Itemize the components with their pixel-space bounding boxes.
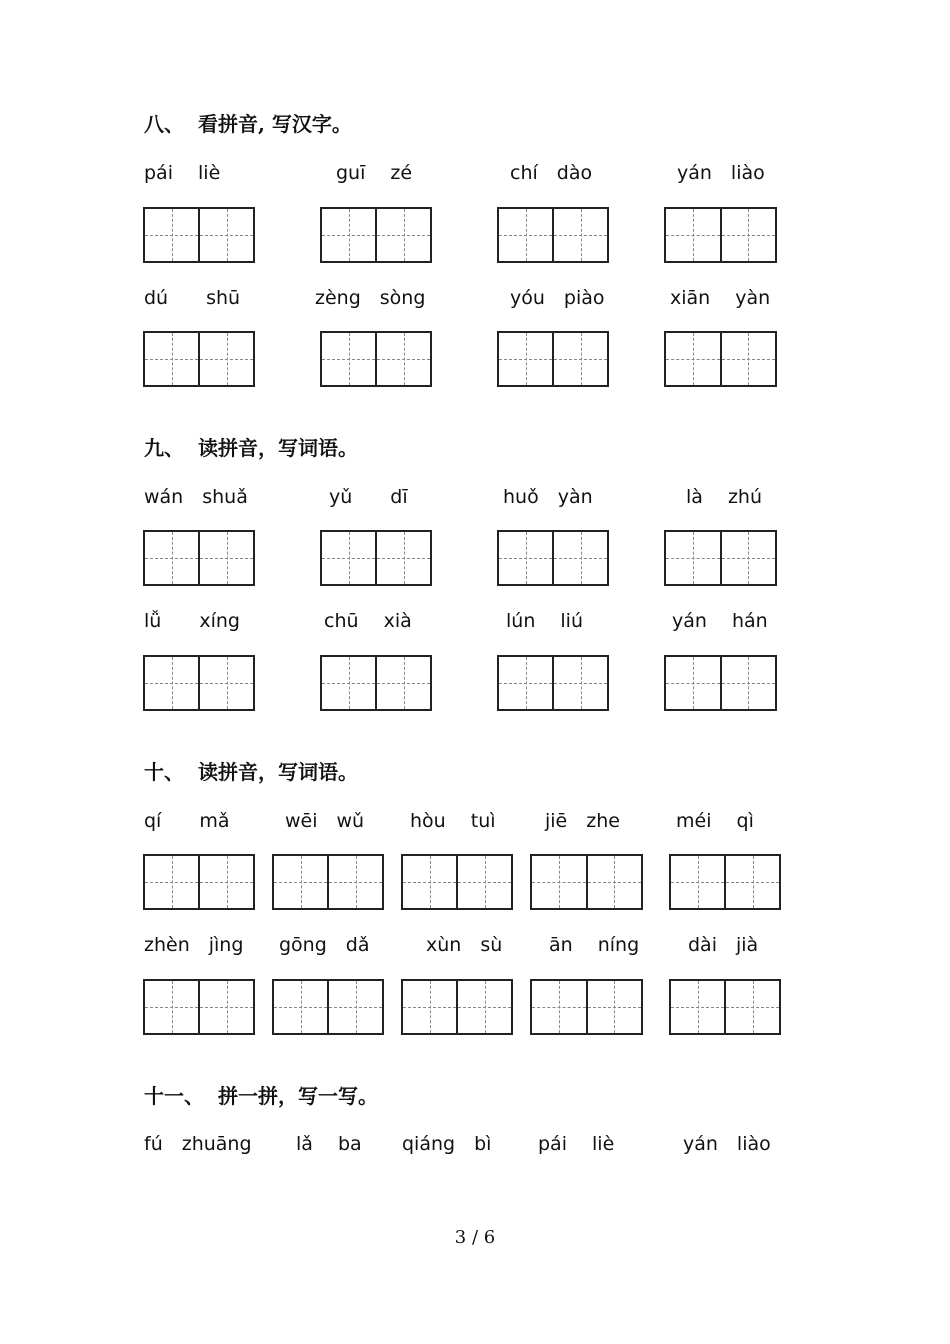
pinyin-prompt: chí dào (510, 162, 593, 184)
writing-cell[interactable] (274, 981, 327, 1033)
writing-cell[interactable] (145, 532, 198, 584)
writing-cell[interactable] (375, 657, 430, 709)
section-title: 读拼音，写词语。 (198, 436, 358, 460)
section-title: 拼一拼，写一写。 (218, 1084, 378, 1108)
writing-grid[interactable] (664, 207, 777, 263)
pinyin-prompt: yán liào (677, 162, 765, 184)
writing-cell[interactable] (666, 209, 720, 261)
writing-cell[interactable] (499, 532, 552, 584)
pinyin-prompt: pái liè (144, 162, 221, 184)
section-title: 看拼音, 写汉字。 (198, 112, 352, 136)
pinyin-prompt: hòu tuì (410, 810, 496, 832)
writing-cell[interactable] (532, 856, 586, 908)
writing-cell[interactable] (327, 981, 382, 1033)
pinyin-prompt: huǒ yàn (503, 486, 593, 508)
section-heading (144, 432, 358, 461)
section-number: 十、 (144, 760, 184, 784)
writing-grid[interactable] (497, 530, 609, 586)
writing-grid[interactable] (320, 207, 432, 263)
writing-grid[interactable] (143, 854, 255, 910)
writing-grid[interactable] (320, 530, 432, 586)
writing-cell[interactable] (322, 333, 375, 385)
writing-cell[interactable] (198, 657, 253, 709)
pinyin-prompt: zèng sòng (315, 287, 426, 309)
writing-cell[interactable] (671, 856, 724, 908)
writing-grid[interactable] (664, 655, 777, 711)
writing-cell[interactable] (720, 209, 776, 261)
pinyin-prompt: xiān yàn (670, 287, 771, 309)
writing-cell[interactable] (198, 856, 253, 908)
writing-grid[interactable] (143, 331, 255, 387)
pinyin-prompt: jiē zhe (545, 810, 620, 832)
writing-cell[interactable] (552, 657, 607, 709)
pinyin-prompt: yóu piào (510, 287, 605, 309)
writing-cell[interactable] (499, 333, 552, 385)
writing-cell[interactable] (145, 657, 198, 709)
writing-cell[interactable] (198, 532, 253, 584)
writing-grid[interactable] (143, 979, 255, 1035)
writing-cell[interactable] (375, 532, 430, 584)
pinyin-prompt: gōng dǎ (279, 934, 370, 956)
writing-grid[interactable] (143, 530, 255, 586)
writing-cell[interactable] (145, 981, 198, 1033)
pinyin-prompt: ān níng (549, 934, 640, 956)
pinyin-prompt: pái liè (538, 1133, 615, 1155)
writing-cell[interactable] (532, 981, 586, 1033)
writing-cell[interactable] (327, 856, 382, 908)
writing-cell[interactable] (724, 981, 779, 1033)
writing-cell[interactable] (586, 856, 642, 908)
writing-cell[interactable] (552, 333, 607, 385)
writing-cell[interactable] (198, 333, 253, 385)
writing-cell[interactable] (724, 856, 779, 908)
writing-cell[interactable] (552, 209, 607, 261)
pinyin-prompt: wán shuǎ (144, 486, 248, 508)
writing-grid[interactable] (530, 979, 643, 1035)
writing-grid[interactable] (669, 854, 781, 910)
writing-grid[interactable] (401, 854, 513, 910)
pinyin-prompt: zhèn jìng (144, 934, 244, 956)
pinyin-prompt: yán liào (683, 1133, 771, 1155)
pinyin-prompt: guī zé (336, 162, 413, 184)
section-heading (144, 108, 352, 137)
pinyin-prompt: dú shū (144, 287, 241, 309)
pinyin-prompt: lǚ xíng (144, 610, 240, 632)
writing-cell[interactable] (720, 333, 776, 385)
section-heading (144, 756, 358, 785)
writing-grid[interactable] (664, 331, 777, 387)
section-heading (144, 1080, 378, 1109)
writing-cell[interactable] (586, 981, 642, 1033)
writing-grid[interactable] (272, 854, 384, 910)
page-number: 3 / 6 (454, 1227, 496, 1248)
writing-grid[interactable] (530, 854, 643, 910)
writing-cell[interactable] (145, 333, 198, 385)
pinyin-prompt: méi qì (676, 810, 754, 832)
pinyin-prompt: xùn sù (426, 934, 503, 956)
writing-cell[interactable] (198, 981, 253, 1033)
writing-cell[interactable] (145, 209, 198, 261)
pinyin-prompt: dài jià (688, 934, 759, 956)
writing-grid[interactable] (320, 331, 432, 387)
writing-cell[interactable] (671, 981, 724, 1033)
writing-cell[interactable] (403, 856, 456, 908)
writing-cell[interactable] (403, 981, 456, 1033)
writing-cell[interactable] (666, 657, 720, 709)
pinyin-prompt: wēi wǔ (285, 810, 365, 832)
pinyin-prompt: qiáng bì (402, 1133, 492, 1155)
writing-grid[interactable] (143, 207, 255, 263)
writing-cell[interactable] (456, 856, 511, 908)
writing-cell[interactable] (720, 532, 776, 584)
writing-grid[interactable] (669, 979, 781, 1035)
pinyin-prompt: yán hán (672, 610, 768, 632)
writing-cell[interactable] (375, 333, 430, 385)
section-number: 九、 (144, 436, 184, 460)
section-number: 八、 (144, 112, 184, 136)
writing-cell[interactable] (456, 981, 511, 1033)
writing-cell[interactable] (499, 209, 552, 261)
writing-cell[interactable] (552, 532, 607, 584)
pinyin-prompt: qí mǎ (144, 810, 230, 832)
writing-grid[interactable] (320, 655, 432, 711)
writing-cell[interactable] (322, 657, 375, 709)
pinyin-prompt: yǔ dī (329, 486, 408, 508)
writing-grid[interactable] (497, 331, 609, 387)
writing-cell[interactable] (375, 209, 430, 261)
writing-cell[interactable] (274, 856, 327, 908)
writing-grid[interactable] (497, 655, 609, 711)
writing-cell[interactable] (198, 209, 253, 261)
writing-cell[interactable] (666, 532, 720, 584)
writing-cell[interactable] (322, 532, 375, 584)
pinyin-prompt: chū xià (324, 610, 412, 632)
pinyin-prompt: lǎ ba (296, 1133, 362, 1155)
writing-cell[interactable] (666, 333, 720, 385)
writing-cell[interactable] (322, 209, 375, 261)
pinyin-prompt: lún liú (506, 610, 584, 632)
pinyin-prompt: là zhú (686, 486, 763, 508)
writing-cell[interactable] (499, 657, 552, 709)
writing-grid[interactable] (143, 655, 255, 711)
writing-cell[interactable] (145, 856, 198, 908)
section-title: 读拼音，写词语。 (198, 760, 358, 784)
writing-cell[interactable] (720, 657, 776, 709)
section-number: 十一、 (144, 1084, 204, 1108)
writing-grid[interactable] (401, 979, 513, 1035)
writing-grid[interactable] (272, 979, 384, 1035)
writing-grid[interactable] (664, 530, 777, 586)
writing-grid[interactable] (497, 207, 609, 263)
pinyin-prompt: fú zhuāng (144, 1133, 252, 1155)
